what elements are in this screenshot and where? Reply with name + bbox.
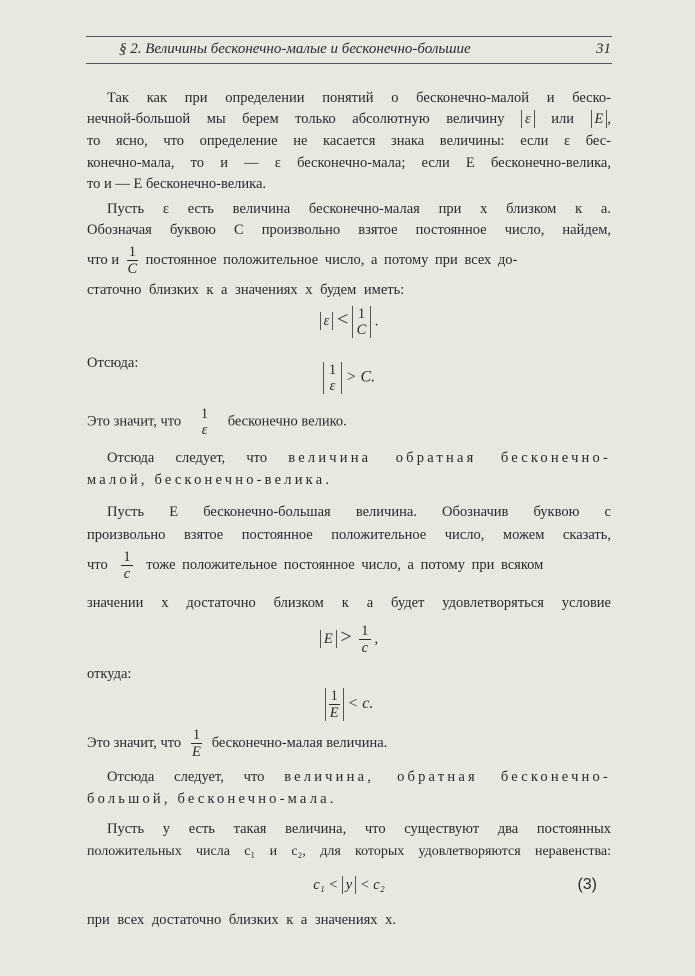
text-span: что и	[87, 251, 120, 268]
text-line: конечно-мала, то и — ε бесконечно-мала; если E бесконечно-велика,	[87, 155, 611, 171]
text-line: откуда:	[87, 666, 132, 682]
formula: 1 ε > C.	[87, 362, 611, 394]
text-line: что $\frac{1}{c}$ тоже положительное постоянное число, а потому при всяком	[87, 549, 544, 582]
page-number: 31	[596, 41, 611, 57]
text-line: при всех достаточно близких к a значениях x.	[87, 912, 396, 928]
text-line: значении x достаточно близком к a будет удовлетворяться условие	[87, 595, 611, 611]
equation-number: (3)	[577, 876, 597, 893]
text-line: Отсюда следует, что величина, обратная бесконечно-	[107, 769, 611, 785]
fraction: $\frac{1}{C}$	[127, 244, 138, 277]
text-line: Это значит, что $\frac{1}{E}$ бесконечно-малая величина.	[87, 727, 388, 760]
text-line: большой, бесконечно-мала.	[87, 791, 337, 807]
abs-epsilon: ε	[521, 110, 535, 128]
text-span: нечной-большой мы берем только абсолютную величину	[87, 111, 505, 127]
header-bottom-rule	[86, 63, 612, 64]
text-line: Пусть E бесконечно-большая величина. Обозначив буквою c	[107, 504, 611, 520]
running-header	[87, 40, 611, 58]
text-line: Отсюда следует, что величина обратная бесконечно-	[107, 450, 611, 466]
text-span: или	[551, 111, 574, 127]
abs-E: E	[591, 110, 608, 128]
text-line: то и — E бесконечно-велика.	[87, 176, 267, 192]
text-line: малой, бесконечно-велика.	[87, 472, 333, 488]
header-top-rule	[86, 36, 612, 37]
text-line	[87, 244, 611, 277]
formula: E > $\frac{1}{c}$ ,	[87, 623, 611, 656]
text-line: Пусть y есть такая величина, что существуют два постоянных	[107, 821, 611, 837]
text-line: положительных числа c₁ и c₂, для которых удовлетворяются неравенства:	[87, 844, 611, 859]
text-line: статочно близких к a значениях x будем иметь:	[87, 282, 405, 298]
formula: c₁ < y < c₂ (3)	[313, 876, 597, 893]
text-line: произвольно взятое постоянное положительное число, можем сказать,	[87, 527, 611, 543]
text-line: Обозначая буквою C произвольно взятое постоянное число, найдем,	[87, 222, 611, 238]
text-line: Отсюда:	[87, 355, 139, 371]
text-line: Так как при определении понятий о бесконечно-малой и беско-	[107, 90, 611, 106]
formula: $\frac{1}{E}$ < c.	[87, 688, 611, 721]
text-span: ,	[607, 111, 612, 127]
text-line: Это значит, что 1 ε бесконечно велико.	[87, 406, 347, 438]
text-line: то ясно, что определение не касается знака величины: если ε бес-	[87, 133, 611, 149]
text-line	[87, 110, 611, 128]
header-title: § 2. Величины бесконечно-малые и бесконечно-большие	[119, 41, 471, 57]
formula: ε < 1 C .	[87, 306, 611, 338]
text-span: постоянное положительное число, а потому при всех до-	[145, 251, 518, 268]
text-line: Пусть ε есть величина бесконечно-малая при x близком к a.	[107, 201, 611, 217]
